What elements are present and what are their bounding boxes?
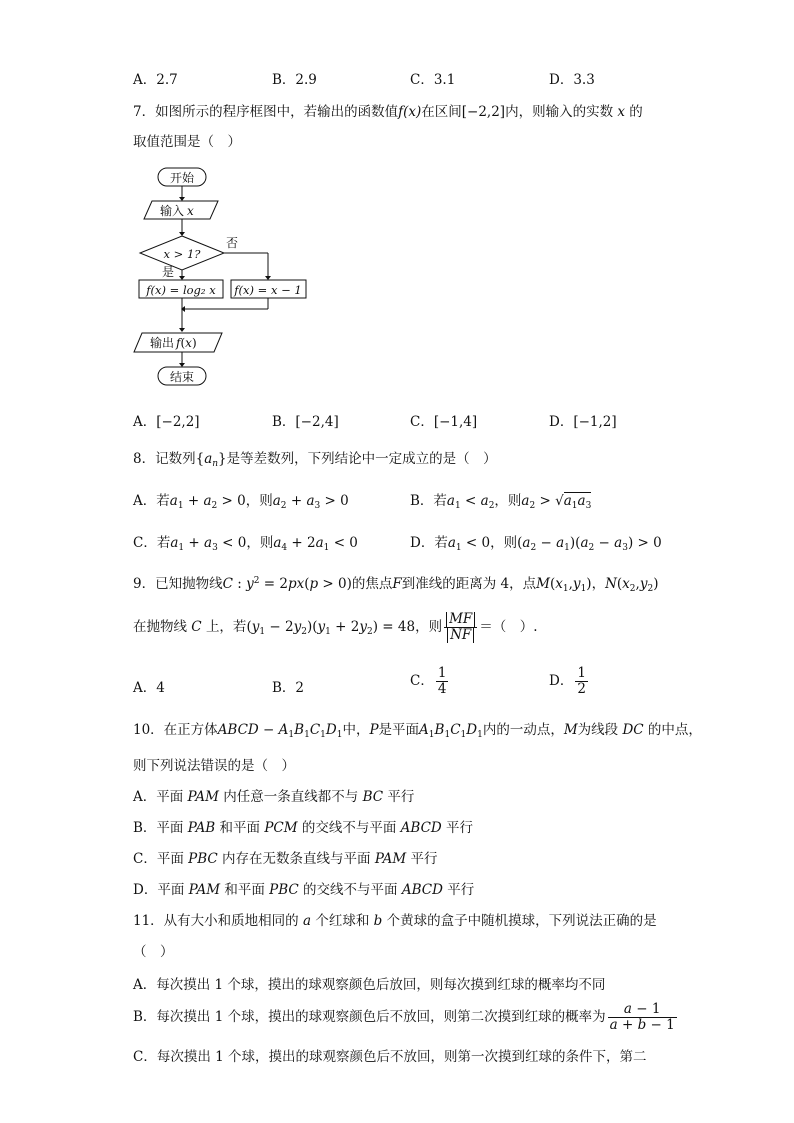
q7-option-b: B．[−2,4] <box>272 414 339 430</box>
flow-linear-text: f(x) = x − 1 <box>234 283 302 297</box>
q10-stem-line1: 10．在正方体ABCD − $A_1B_1C_1D_1$中，P是平面$A_1B_1C_1D_1$内的一动点，M为线段 DC 的中点， <box>133 722 702 740</box>
flow-no-label: 否 <box>226 236 239 250</box>
flow-log-text: f(x) = log₂ x <box>146 283 216 297</box>
q11-option-c: C．每次摸出 1 个球，摸出的球观察颜色后不放回，则第一次摸到红球的条件下，第二 <box>133 1049 647 1065</box>
q8-stem: 8．记数列$\{a_n\}$是等差数列，下列结论中一定成立的是（ ） <box>133 451 497 469</box>
flow-output-text: 输出 f(x) <box>150 336 197 350</box>
q7-stem-line1: 7．如图所示的程序框图中，若输出的函数值f(x)在区间[−2,2]内，则输入的实数 x 的 <box>133 104 643 120</box>
q6-option-a: A．2.7 <box>133 72 178 88</box>
q11-option-b: B．每次摸出 1 个球，摸出的球观察颜色后不放回，则第二次摸到红球的概率为 $\frac{a - 1}{a + b - 1}$ <box>133 1001 675 1033</box>
q10-option-b: B．平面 PAB 和平面 PCM 的交线不与平面 ABCD 平行 <box>133 820 474 836</box>
q6-option-b: B．2.9 <box>272 72 317 88</box>
q7-option-a: A．[−2,2] <box>133 414 200 430</box>
q11-stem-line1: 11．从有大小和质地相同的 a 个红球和 b 个黄球的盒子中随机摸球，下列说法正确的是 <box>133 913 657 929</box>
q9-option-c: C． $\frac{1}{4}$ <box>410 665 447 697</box>
flow-start-text: 开始 <box>169 171 195 185</box>
q9-stem-line2: 在抛物线 C 上，若$(y_1 - 2y_2)(y_1 + 2y_2) = 48$，则 $\frac{MF}{NF}$ ＝（ ）. <box>133 611 538 643</box>
q10-option-a: A．平面 PAM 内任意一条直线都不与 BC 平行 <box>133 789 415 805</box>
flow-yes-label: 是 <box>162 265 175 279</box>
q6-option-c: C．3.1 <box>410 72 456 88</box>
q9-option-a: A．4 <box>133 680 165 696</box>
q7-stem-line2: 取值范围是（ ） <box>133 134 241 150</box>
q8-option-b: B．若$a_1 < a_2$，则$a_2 > √a_1a_3$ <box>410 493 592 511</box>
q11-option-a: A．每次摸出 1 个球，摸出的球观察颜色后放回，则每次摸到红球的概率均不同 <box>133 977 606 993</box>
q7-option-c: C．[−1,4] <box>410 414 478 430</box>
q9-option-d: D． $\frac{1}{2}$ <box>549 665 586 697</box>
q7-flowchart <box>130 163 320 391</box>
q9-option-b: B．2 <box>272 680 305 696</box>
q8-option-a: A．若$a_1 + a_2 > 0$，则$a_2 + a_3 > 0$ <box>133 493 349 511</box>
q10-stem-line2: 则下列说法错误的是（ ） <box>133 758 295 774</box>
flow-end-text: 结束 <box>169 370 195 384</box>
q11-stem-line2: （ ） <box>133 944 174 960</box>
q10-option-c: C．平面 PBC 内存在无数条直线与平面 PAM 平行 <box>133 851 438 867</box>
q6-option-d: D．3.3 <box>549 72 595 88</box>
q8-option-d: D．若$a_1 < 0$，则$(a_2 - a_1)(a_2 - a_3) > 0$ <box>410 535 662 553</box>
q7-option-d: D．[−1,2] <box>549 414 617 430</box>
q9-stem-line1: 9．已知抛物线C : $y^2 = 2px(p > 0)$的焦点F到准线的距离为 4，点$M(x_1,y_1)$，$N(x_2,y_2)$ <box>133 576 659 594</box>
q8-option-c: C．若$a_1 + a_3 < 0$，则$a_4 + 2a_1 < 0$ <box>133 535 358 553</box>
flow-decision-text: x > 1? <box>163 247 201 261</box>
flow-input-text: 输入 x <box>160 204 194 218</box>
q10-option-d: D．平面 PAM 和平面 PBC 的交线不与平面 ABCD 平行 <box>133 882 475 898</box>
